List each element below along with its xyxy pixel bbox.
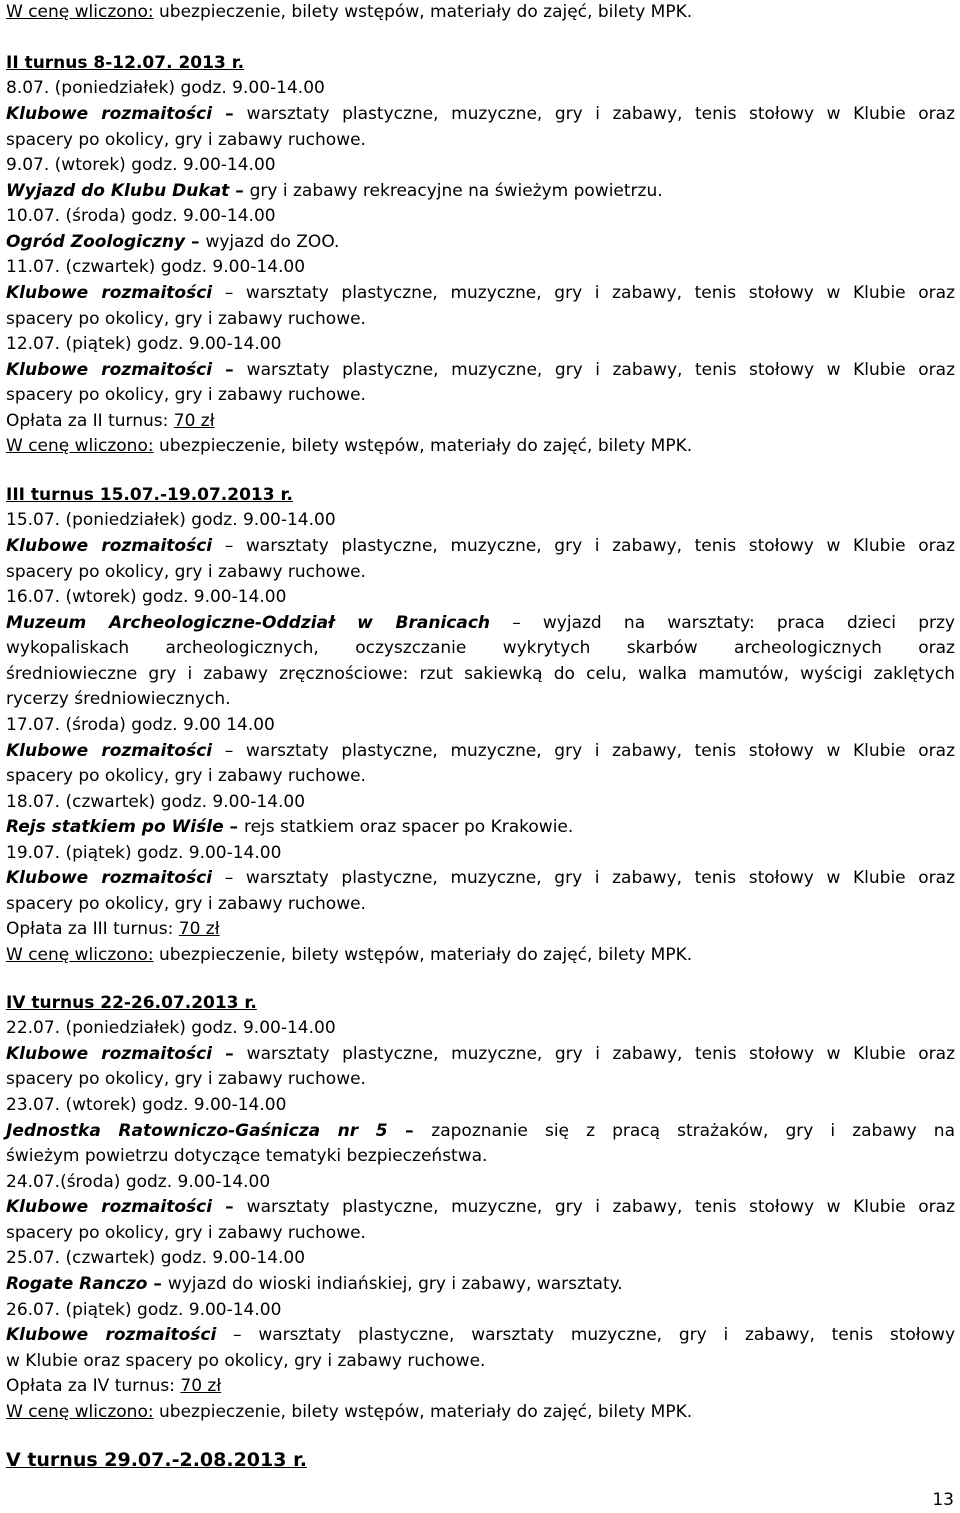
activity-dukat-name: Wyjazd do Klubu Dukat xyxy=(6,181,230,201)
fee-line: Opłata za II turnus: 70 zł xyxy=(6,411,215,431)
activity-klub-line-2: w Klubie oraz spacery po okolicy, gry i zabawy ruchowe. xyxy=(6,1351,486,1371)
page-number: 13 xyxy=(932,1490,954,1510)
activity-ranczo: Rogate Ranczo – wyjazd do wioski indiańskiej, gry i zabawy, warsztaty. xyxy=(6,1274,623,1294)
turnus-2-day-1: 8.07. (poniedziałek) godz. 9.00-14.00 xyxy=(6,78,325,98)
activity-klub-line-2: spacery po okolicy, gry i zabawy ruchowe. xyxy=(6,1223,366,1243)
turnus-4-day-2: 23.07. (wtorek) godz. 9.00-14.00 xyxy=(6,1095,287,1115)
activity-zoo: Ogród Zoologiczny – wyjazd do ZOO. xyxy=(6,232,340,252)
activity-jrg-name: Jednostka Ratowniczo-Gaśnicza nr 5 xyxy=(6,1121,388,1141)
fee-line: Opłata za IV turnus: 70 zł xyxy=(6,1376,222,1396)
turnus-4-day-4: 25.07. (czwartek) godz. 9.00-14.00 xyxy=(6,1248,306,1268)
activity-klub-line-1: Klubowe rozmaitości – warsztaty plastyczne, muzyczne, gry i zabawy, tenis stołowy w Klubie oraz xyxy=(6,1197,955,1217)
activity-klub-line-1: Klubowe rozmaitości – warsztaty plastyczne, warsztaty muzyczne, gry i zabawy, tenis stołowy xyxy=(6,1325,956,1345)
activity-klub-line-1: Klubowe rozmaitości – warsztaty plastyczne, muzyczne, gry i zabawy, tenis stołowy w Klubie oraz xyxy=(6,868,955,888)
activity-klub-line-1: Klubowe rozmaitości – warsztaty plastyczne, muzyczne, gry i zabawy, tenis stołowy w Klubie oraz xyxy=(6,360,955,380)
activity-rejs: Rejs statkiem po Wiśle – rejs statkiem oraz spacer po Krakowie. xyxy=(6,817,574,837)
turnus-3-day-3: 17.07. (środa) godz. 9.00 14.00 xyxy=(6,715,275,735)
fee-value: 70 zł xyxy=(173,411,215,431)
activity-ranczo-name: Rogate Ranczo xyxy=(6,1274,148,1294)
activity-muzeum-line-2: wykopaliskach archeologicznych, oczyszczanie wykrytych skarbów archeologicznych oraz xyxy=(6,638,955,658)
turnus-5-header: V turnus 29.07.-2.08.2013 r. xyxy=(6,1449,307,1471)
activity-jrg-line-1: Jednostka Ratowniczo-Gaśnicza nr 5 – zapoznanie się z pracą strażaków, gry i zabawy na xyxy=(6,1121,955,1141)
activity-klub-line-2: spacery po okolicy, gry i zabawy ruchowe. xyxy=(6,130,366,150)
activity-muzeum-line-1: Muzeum Archeologiczne-Oddział w Branicach – wyjazd na warsztaty: praca dzieci przy xyxy=(6,613,955,633)
price-intro: W cenę wliczono: xyxy=(6,2,154,22)
activity-klub-line-1: Klubowe rozmaitości – warsztaty plastyczne, muzyczne, gry i zabawy, tenis stołowy w Klubie oraz xyxy=(6,104,955,124)
turnus-2-day-3: 10.07. (środa) godz. 9.00-14.00 xyxy=(6,206,276,226)
activity-klub-line-1: Klubowe rozmaitości – warsztaty plastyczne, muzyczne, gry i zabawy, tenis stołowy w Klubie oraz xyxy=(6,283,955,303)
price-line: W cenę wliczono: ubezpieczenie, bilety wstępów, materiały do zajęć, bilety MPK. xyxy=(6,945,693,965)
turnus-3-day-1: 15.07. (poniedziałek) godz. 9.00-14.00 xyxy=(6,510,336,530)
turnus-3-header: III turnus 15.07.-19.07.2013 r. xyxy=(6,485,293,505)
turnus-3-day-4: 18.07. (czwartek) godz. 9.00-14.00 xyxy=(6,792,306,812)
turnus-3-day-5: 19.07. (piątek) godz. 9.00-14.00 xyxy=(6,843,282,863)
activity-rejs-name: Rejs statkiem po Wiśle xyxy=(6,817,224,837)
turnus-2-day-5: 12.07. (piątek) godz. 9.00-14.00 xyxy=(6,334,282,354)
activity-klub-line-2: spacery po okolicy, gry i zabawy ruchowe. xyxy=(6,385,366,405)
price-line: W cenę wliczono: ubezpieczenie, bilety wstępów, materiały do zajęć, bilety MPK. xyxy=(6,1402,693,1422)
turnus-2-day-2: 9.07. (wtorek) godz. 9.00-14.00 xyxy=(6,155,276,175)
turnus-2-header: II turnus 8-12.07. 2013 r. xyxy=(6,53,245,73)
activity-klub-name: Klubowe rozmaitości xyxy=(6,104,213,124)
activity-muzeum-name: Muzeum Archeologiczne-Oddział w Branicach xyxy=(6,613,491,633)
turnus-4-day-3: 24.07.(środa) godz. 9.00-14.00 xyxy=(6,1172,271,1192)
activity-klub-line-1: Klubowe rozmaitości – warsztaty plastyczne, muzyczne, gry i zabawy, tenis stołowy w Klubie oraz xyxy=(6,536,955,556)
activity-muzeum-line-4: rycerzy średniowiecznych. xyxy=(6,689,231,709)
activity-klub-line-2: spacery po okolicy, gry i zabawy ruchowe. xyxy=(6,309,366,329)
activity-jrg-line-2: świeżym powietrzu dotyczące tematyki bezpieczeństwa. xyxy=(6,1146,488,1166)
price-line xyxy=(6,0,955,25)
price-text: ubezpieczenie, bilety wstępów, materiały do zajęć, bilety MPK. xyxy=(153,2,693,22)
activity-zoo-name: Ogród Zoologiczny xyxy=(6,232,186,252)
activity-klub-line-2: spacery po okolicy, gry i zabawy ruchowe. xyxy=(6,562,366,582)
activity-dukat: Wyjazd do Klubu Dukat – gry i zabawy rekreacyjne na świeżym powietrzu. xyxy=(6,181,663,201)
turnus-3-day-2: 16.07. (wtorek) godz. 9.00-14.00 xyxy=(6,587,287,607)
turnus-2-day-4: 11.07. (czwartek) godz. 9.00-14.00 xyxy=(6,257,306,277)
turnus-4-day-5: 26.07. (piątek) godz. 9.00-14.00 xyxy=(6,1300,282,1320)
activity-klub-line-2: spacery po okolicy, gry i zabawy ruchowe. xyxy=(6,766,366,786)
turnus-4-header: IV turnus 22-26.07.2013 r. xyxy=(6,993,257,1013)
activity-klub-line-2: spacery po okolicy, gry i zabawy ruchowe. xyxy=(6,1069,366,1089)
activity-muzeum-line-3: średniowieczne gry i zabawy zręcznościowe: rzut sakiewką do celu, walka mamutów, wyścigi zaklętych xyxy=(6,664,955,684)
activity-klub-line-1: Klubowe rozmaitości – warsztaty plastyczne, muzyczne, gry i zabawy, tenis stołowy w Klubie oraz xyxy=(6,1044,955,1064)
turnus-4-day-1: 22.07. (poniedziałek) godz. 9.00-14.00 xyxy=(6,1018,336,1038)
activity-klub-line-1: Klubowe rozmaitości – warsztaty plastyczne, muzyczne, gry i zabawy, tenis stołowy w Klubie oraz xyxy=(6,741,955,761)
fee-line: Opłata za III turnus: 70 zł xyxy=(6,919,220,939)
price-line: W cenę wliczono: ubezpieczenie, bilety wstępów, materiały do zajęć, bilety MPK. xyxy=(6,436,693,456)
activity-klub-line-2: spacery po okolicy, gry i zabawy ruchowe. xyxy=(6,894,366,914)
